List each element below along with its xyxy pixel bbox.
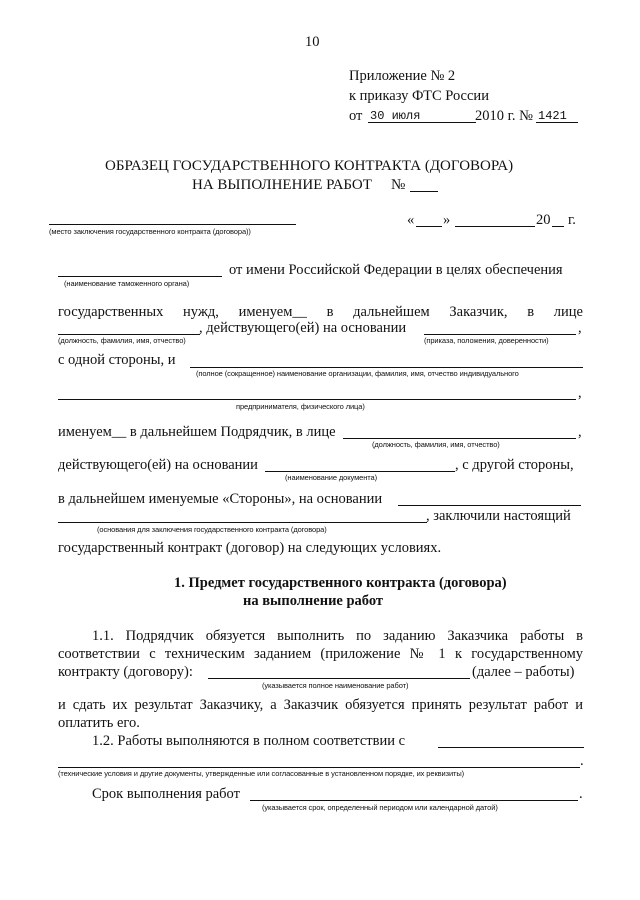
deadline-blank xyxy=(250,800,578,801)
contract-basis-blank xyxy=(398,505,581,506)
document-title: ОБРАЗЕЦ ГОСУДАРСТВЕННОГО КОНТРАКТА (ДОГОВОРА) xyxy=(105,158,514,174)
contract-conditions-text: государственный контракт (договор) на следующих условиях. xyxy=(58,540,442,556)
entrepreneur-caption: предпринимателя, физического лица) xyxy=(236,402,365,411)
comma: , xyxy=(578,424,582,440)
place-caption: (место заключения государственного контракта (договора)) xyxy=(49,227,251,236)
word: дальнейшем xyxy=(353,304,430,320)
clause-1-1-line3-suffix: (далее – работы) xyxy=(472,664,575,680)
org-name-blank-2 xyxy=(58,399,576,400)
place-blank xyxy=(49,224,296,225)
acting-basis-text: , действующего(ей) на основании xyxy=(199,320,407,336)
day-blank xyxy=(416,226,442,227)
justified-line xyxy=(58,304,583,320)
clause-1-1-line1: 1.1. Подрядчик обязуется выполнить по заданию Заказчика работы в xyxy=(92,628,583,644)
date-year: 20 xyxy=(536,212,551,228)
month-blank xyxy=(455,226,535,227)
date-underline xyxy=(368,122,476,123)
order-year: 2010 г. № xyxy=(475,108,534,124)
comma: , xyxy=(578,385,582,401)
one-side-text: с одной стороны, и xyxy=(58,352,176,368)
contract-basis-caption: (основания для заключения государственного контракта (договора) xyxy=(97,525,327,534)
clause-1-1-line5: оплатить его. xyxy=(58,715,140,731)
parties-text: в дальнейшем именуемые «Стороны», на основании xyxy=(58,491,383,507)
year-blank xyxy=(552,226,564,227)
clause-1-1-line2: соответствии с техническим заданием (приложение № 1 к государственному xyxy=(58,646,583,662)
date-close-quote: » xyxy=(443,212,451,228)
word: лице xyxy=(553,304,583,320)
order-reference: к приказу ФТС России xyxy=(349,88,489,104)
period: . xyxy=(580,753,584,769)
document-name-caption: (наименование документа) xyxy=(285,473,377,482)
position-caption: (должность, фамилия, имя, отчество) xyxy=(58,336,186,345)
order-date: 30 июля xyxy=(370,109,421,123)
customs-body-caption: (наименование таможенного органа) xyxy=(64,279,190,288)
deadline-label: Срок выполнения работ xyxy=(92,786,240,802)
tech-conditions-blank xyxy=(438,747,584,748)
date-year-suffix: г. xyxy=(568,212,576,228)
number-underline xyxy=(536,122,578,123)
tech-conditions-blank-2 xyxy=(58,767,580,768)
word: Заказчик, xyxy=(449,304,508,320)
concluded-text: , заключили настоящий xyxy=(426,508,571,524)
document-subtitle: НА ВЫПОЛНЕНИЕ РАБОТ xyxy=(192,177,372,193)
tech-conditions-caption: (технические условия и другие документы, утвержденные или согласованные в установленном порядке, их реквизиты) xyxy=(58,769,465,778)
title-number-blank xyxy=(410,191,438,192)
customs-body-blank xyxy=(58,276,222,277)
clause-1-1-line4: и сдать их результат Заказчику, а Заказчик обязуется принять результат работ и xyxy=(58,697,583,713)
position-blank xyxy=(58,334,200,335)
on-behalf-text: от имени Российской Федерации в целях обеспечения xyxy=(229,262,563,278)
other-side-text: , с другой стороны, xyxy=(455,457,574,473)
word: нужд, xyxy=(183,304,219,320)
word: в xyxy=(527,304,535,320)
work-name-blank xyxy=(208,678,470,679)
section-1-title: 1. Предмет государственного контракта (договора) xyxy=(174,575,507,591)
date-open-quote: « xyxy=(407,212,415,228)
order-date-prefix: от xyxy=(349,108,363,124)
contract-basis-blank-2 xyxy=(58,522,427,523)
contractor-position-caption: (должность, фамилия, имя, отчество) xyxy=(372,440,500,449)
period: . xyxy=(579,786,583,802)
contractor-acting-text: действующего(ей) на основании xyxy=(58,457,258,473)
org-name-caption: (полное (сокращенное) наименование организации, фамилия, имя, отчество индивидуального xyxy=(196,369,519,378)
contractor-position-blank xyxy=(343,438,576,439)
deadline-caption: (указывается срок, определенный периодом или календарной датой) xyxy=(262,803,498,812)
page-number: 10 xyxy=(305,34,320,50)
word: в xyxy=(326,304,334,320)
basis-blank xyxy=(424,334,576,335)
clause-1-1-line3-prefix: контракту (договору): xyxy=(58,664,193,680)
document-name-blank xyxy=(265,471,455,472)
order-number: 1421 xyxy=(538,109,567,123)
contractor-named-text: именуем__ в дальнейшем Подрядчик, в лице xyxy=(58,424,336,440)
word: государственных xyxy=(58,304,164,320)
appendix-label: Приложение № 2 xyxy=(349,68,456,84)
comma: , xyxy=(578,320,582,336)
org-name-blank xyxy=(190,367,583,368)
title-number-sign: № xyxy=(391,177,406,193)
clause-1-2-text: 1.2. Работы выполняются в полном соответствии с xyxy=(92,733,406,749)
work-name-caption: (указывается полное наименование работ) xyxy=(262,681,409,690)
basis-caption: (приказа, положения, доверенности) xyxy=(424,336,549,345)
section-1-subtitle: на выполнение работ xyxy=(243,593,384,609)
word: именуем__ xyxy=(238,304,307,320)
